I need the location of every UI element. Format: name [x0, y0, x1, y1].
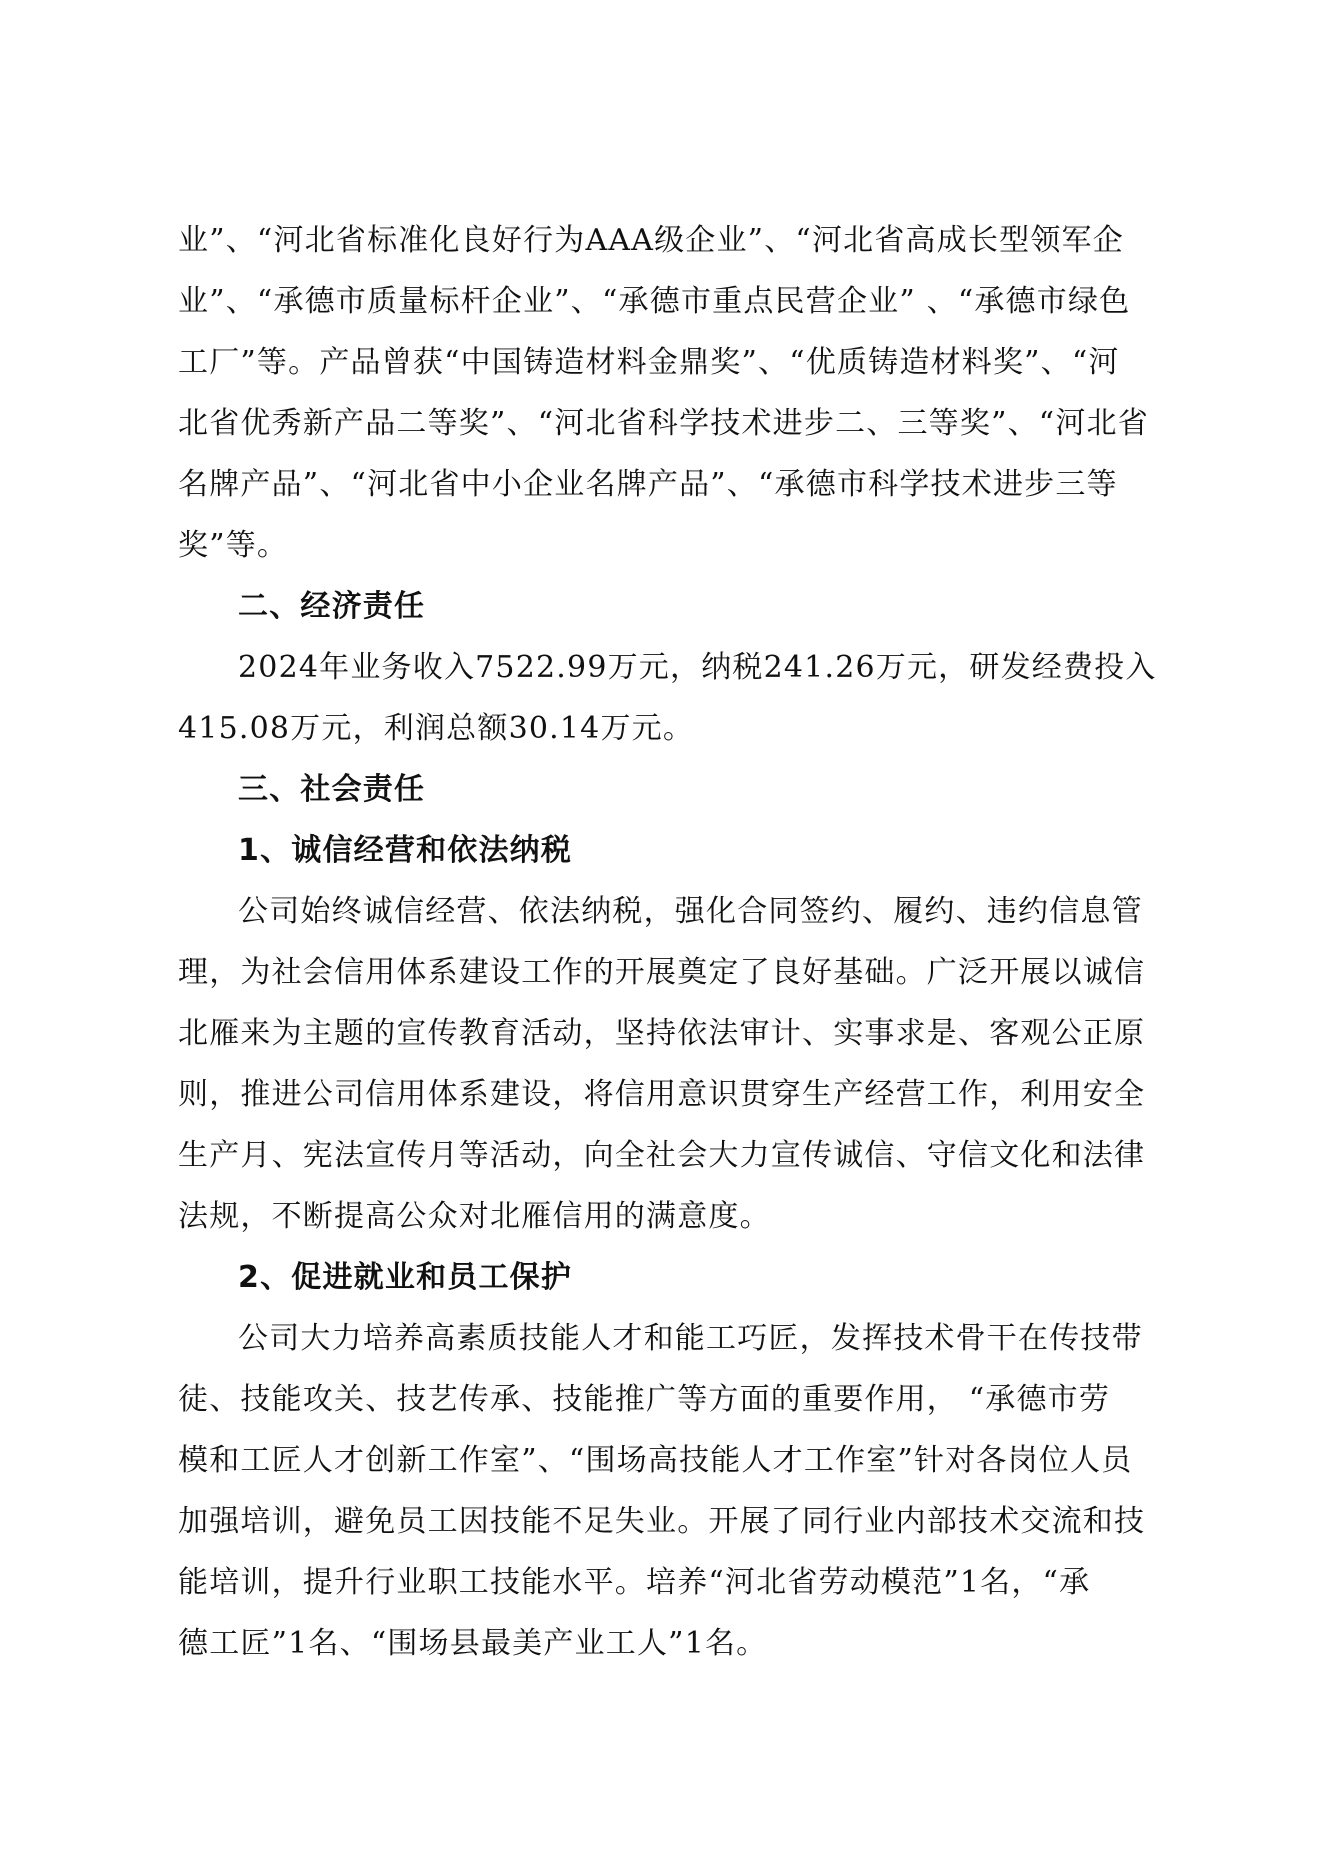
text-line: 加强培训，避免员工因技能不足失业。开展了同行业内部技术交流和技	[178, 1504, 1146, 1539]
text-line: 业”、“河北省标准化良好行为AAA级企业”、“河北省高成长型领军企	[178, 223, 1124, 258]
section-heading: 2、促进就业和员工保护	[238, 1260, 573, 1295]
section-heading: 二、经济责任	[238, 589, 426, 624]
text-line: 业”、“承德市质量标杆企业”、“承德市重点民营企业” 、“承德市绿色	[178, 284, 1131, 319]
text-line: 生产月、宪法宣传月等活动，向全社会大力宣传诚信、守信文化和法律	[178, 1138, 1146, 1173]
text-line: 名牌产品”、“河北省中小企业名牌产品”、“承德市科学技术进步三等	[178, 467, 1118, 502]
section-heading: 三、社会责任	[238, 772, 426, 807]
text-line: 理，为社会信用体系建设工作的开展奠定了良好基础。广泛开展以诚信	[178, 955, 1146, 990]
text-line: 徒、技能攻关、技艺传承、技能推广等方面的重要作用， “承德市劳	[178, 1382, 1111, 1417]
text-line: 公司大力培养高素质技能人才和能工巧匠，发挥技术骨干在传技带	[238, 1321, 1143, 1356]
text-line: 能培训，提升行业职工技能水平。培养“河北省劳动模范”1名，“承	[178, 1565, 1091, 1600]
text-line: 法规，不断提高公众对北雁信用的满意度。	[178, 1199, 771, 1234]
document-body	[178, 210, 1157, 1674]
text-line: 工厂”等。产品曾获“中国铸造材料金鼎奖”、“优质铸造材料奖”、“河	[178, 345, 1120, 380]
text-line: 2024年业务收入7522.99万元，纳税241.26万元，研发经费投入	[238, 650, 1157, 685]
text-line: 德工匠”1名、“围场县最美产业工人”1名。	[178, 1626, 768, 1661]
text-line: 模和工匠人才创新工作室”、“围场高技能人才工作室”针对各岗位人员	[178, 1443, 1133, 1478]
section-heading: 1、诚信经营和依法纳税	[238, 833, 573, 868]
text-line: 则，推进公司信用体系建设，将信用意识贯穿生产经营工作，利用安全	[178, 1077, 1146, 1112]
text-line: 奖”等。	[178, 528, 289, 563]
text-line: 北省优秀新产品二等奖”、“河北省科学技术进步二、三等奖”、“河北省	[178, 406, 1149, 441]
text-line: 415.08万元，利润总额30.14万元。	[178, 711, 695, 746]
text-line: 北雁来为主题的宣传教育活动，坚持依法审计、实事求是、客观公正原	[178, 1016, 1146, 1051]
text-line: 公司始终诚信经营、依法纳税，强化合同签约、履约、违约信息管	[238, 894, 1143, 929]
